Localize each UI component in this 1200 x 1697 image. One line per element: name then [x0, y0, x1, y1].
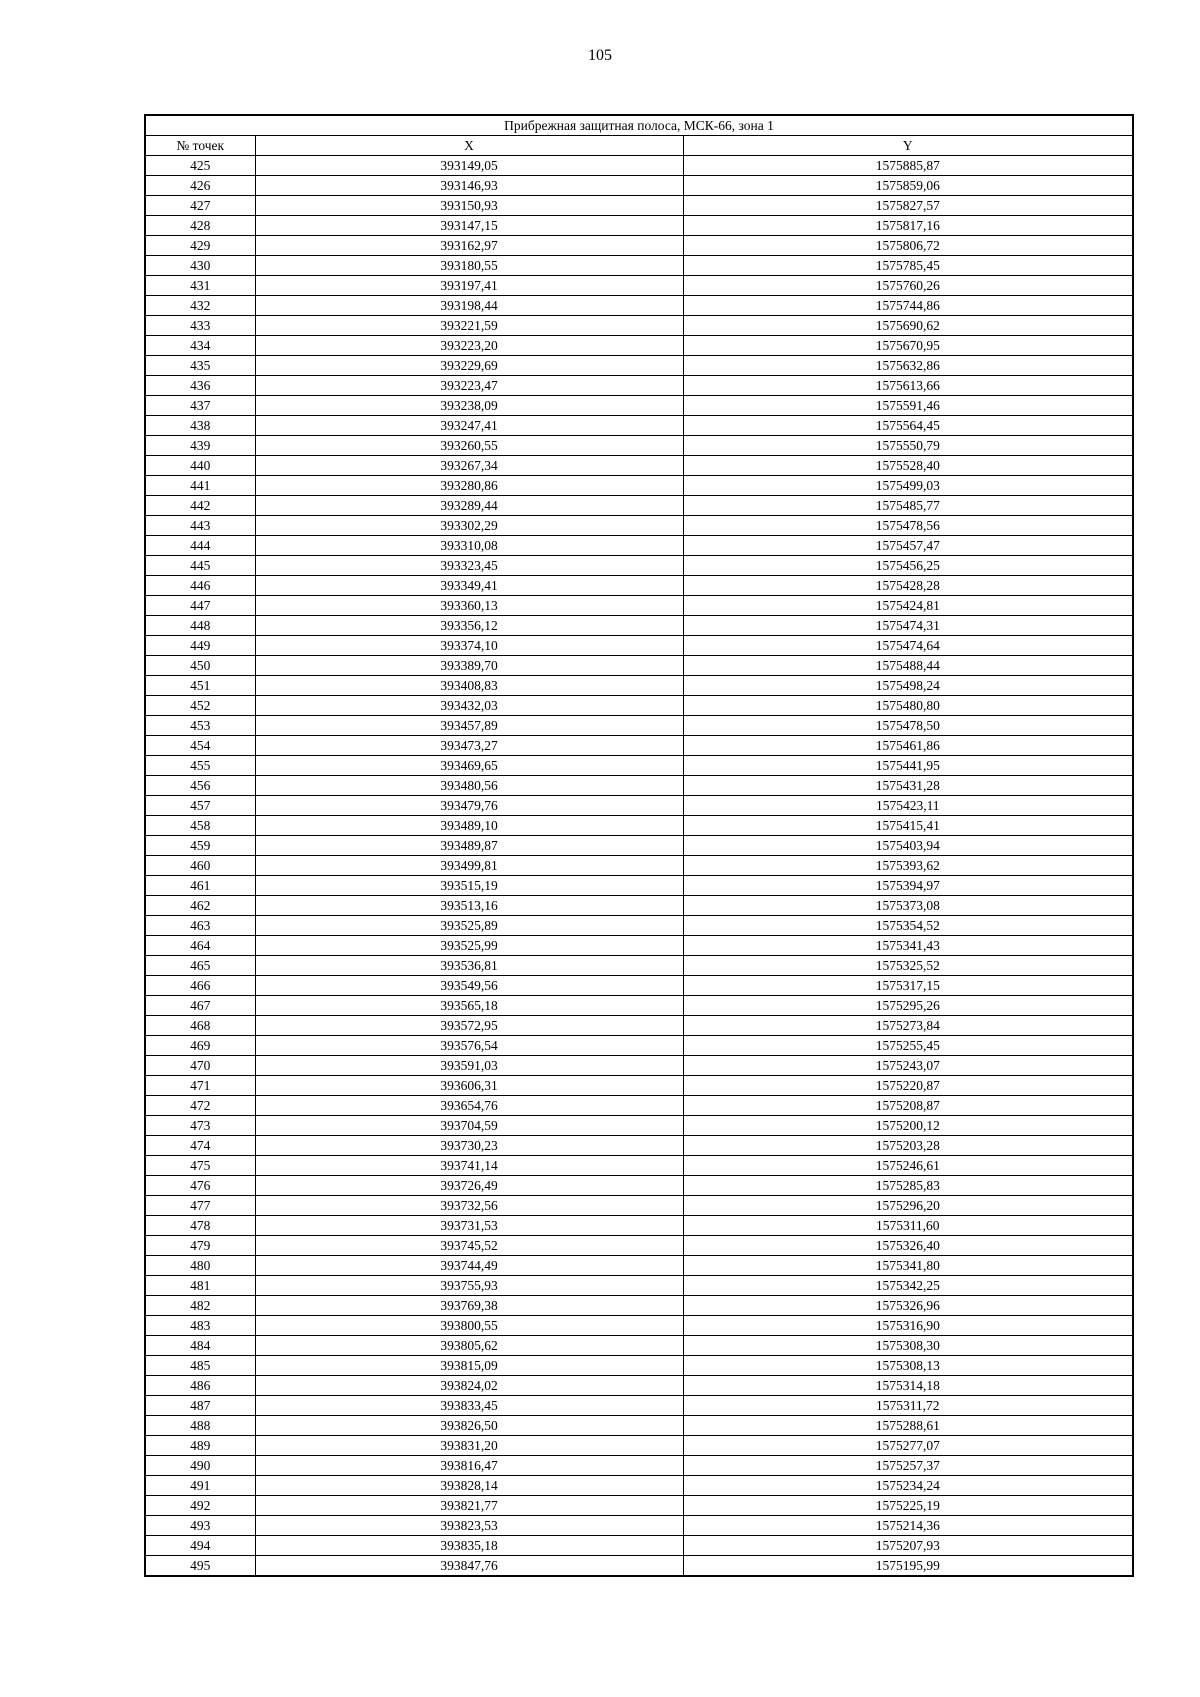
cell-point-number: 438 [145, 416, 255, 436]
table-row [145, 256, 1133, 276]
cell-point-number: 448 [145, 616, 255, 636]
cell-x: 393536,81 [255, 956, 683, 976]
table-row [145, 1456, 1133, 1476]
cell-y: 1575591,46 [683, 396, 1133, 416]
table-title: Прибрежная защитная полоса, МСК-66, зона 1 [145, 115, 1133, 136]
cell-y: 1575550,79 [683, 436, 1133, 456]
cell-y: 1575441,95 [683, 756, 1133, 776]
cell-x: 393479,76 [255, 796, 683, 816]
cell-point-number: 431 [145, 276, 255, 296]
table-row [145, 1536, 1133, 1556]
cell-y: 1575225,19 [683, 1496, 1133, 1516]
table-row [145, 856, 1133, 876]
cell-y: 1575827,57 [683, 196, 1133, 216]
table-row [145, 616, 1133, 636]
cell-y: 1575885,87 [683, 156, 1133, 176]
cell-point-number: 436 [145, 376, 255, 396]
cell-y: 1575806,72 [683, 236, 1133, 256]
table-row [145, 356, 1133, 376]
cell-point-number: 429 [145, 236, 255, 256]
header-y: Y [683, 136, 1133, 156]
cell-x: 393732,56 [255, 1196, 683, 1216]
cell-y: 1575311,60 [683, 1216, 1133, 1236]
table-row [145, 836, 1133, 856]
cell-x: 393146,93 [255, 176, 683, 196]
table-row [145, 596, 1133, 616]
cell-y: 1575474,31 [683, 616, 1133, 636]
table-row [145, 576, 1133, 596]
cell-point-number: 453 [145, 716, 255, 736]
cell-y: 1575485,77 [683, 496, 1133, 516]
cell-y: 1575415,41 [683, 816, 1133, 836]
cell-x: 393816,47 [255, 1456, 683, 1476]
table-row [145, 1436, 1133, 1456]
cell-point-number: 487 [145, 1396, 255, 1416]
table-row [145, 416, 1133, 436]
cell-point-number: 447 [145, 596, 255, 616]
cell-point-number: 476 [145, 1176, 255, 1196]
cell-point-number: 472 [145, 1096, 255, 1116]
cell-y: 1575308,13 [683, 1356, 1133, 1376]
table-row [145, 996, 1133, 1016]
cell-point-number: 449 [145, 636, 255, 656]
cell-point-number: 444 [145, 536, 255, 556]
cell-point-number: 454 [145, 736, 255, 756]
table-row [145, 176, 1133, 196]
cell-x: 393280,86 [255, 476, 683, 496]
cell-x: 393349,41 [255, 576, 683, 596]
cell-x: 393831,20 [255, 1436, 683, 1456]
cell-point-number: 483 [145, 1316, 255, 1336]
cell-y: 1575528,40 [683, 456, 1133, 476]
cell-y: 1575255,45 [683, 1036, 1133, 1056]
table-row [145, 736, 1133, 756]
cell-x: 393731,53 [255, 1216, 683, 1236]
table-row [145, 1276, 1133, 1296]
cell-x: 393408,83 [255, 676, 683, 696]
header-point-number: № точек [145, 136, 255, 156]
cell-x: 393221,59 [255, 316, 683, 336]
cell-x: 393499,81 [255, 856, 683, 876]
cell-x: 393356,12 [255, 616, 683, 636]
cell-point-number: 456 [145, 776, 255, 796]
cell-point-number: 437 [145, 396, 255, 416]
cell-x: 393489,87 [255, 836, 683, 856]
table-header-row [145, 136, 1133, 156]
cell-point-number: 469 [145, 1036, 255, 1056]
table-row [145, 296, 1133, 316]
cell-y: 1575424,81 [683, 596, 1133, 616]
table-row [145, 1336, 1133, 1356]
table-row [145, 1036, 1133, 1056]
cell-x: 393197,41 [255, 276, 683, 296]
cell-y: 1575326,96 [683, 1296, 1133, 1316]
cell-point-number: 467 [145, 996, 255, 1016]
cell-y: 1575220,87 [683, 1076, 1133, 1096]
table-row [145, 1556, 1133, 1577]
cell-x: 393150,93 [255, 196, 683, 216]
table-row [145, 336, 1133, 356]
cell-y: 1575564,45 [683, 416, 1133, 436]
table-row [145, 1016, 1133, 1036]
table-row [145, 756, 1133, 776]
table-row [145, 1196, 1133, 1216]
cell-point-number: 495 [145, 1556, 255, 1577]
table-row [145, 396, 1133, 416]
cell-y: 1575423,11 [683, 796, 1133, 816]
cell-point-number: 480 [145, 1256, 255, 1276]
table-row [145, 556, 1133, 576]
cell-y: 1575670,95 [683, 336, 1133, 356]
cell-y: 1575817,16 [683, 216, 1133, 236]
cell-x: 393833,45 [255, 1396, 683, 1416]
cell-point-number: 428 [145, 216, 255, 236]
cell-point-number: 440 [145, 456, 255, 476]
table-row [145, 956, 1133, 976]
cell-y: 1575246,61 [683, 1156, 1133, 1176]
table-row [145, 656, 1133, 676]
table-row [145, 1056, 1133, 1076]
cell-point-number: 443 [145, 516, 255, 536]
cell-x: 393572,95 [255, 1016, 683, 1036]
cell-point-number: 477 [145, 1196, 255, 1216]
cell-point-number: 466 [145, 976, 255, 996]
cell-point-number: 473 [145, 1116, 255, 1136]
cell-x: 393489,10 [255, 816, 683, 836]
cell-point-number: 461 [145, 876, 255, 896]
cell-point-number: 485 [145, 1356, 255, 1376]
cell-point-number: 459 [145, 836, 255, 856]
cell-y: 1575208,87 [683, 1096, 1133, 1116]
cell-y: 1575316,90 [683, 1316, 1133, 1336]
cell-y: 1575195,99 [683, 1556, 1133, 1577]
table-row [145, 496, 1133, 516]
table-row [145, 676, 1133, 696]
cell-x: 393238,09 [255, 396, 683, 416]
table-row [145, 1316, 1133, 1336]
cell-x: 393198,44 [255, 296, 683, 316]
cell-x: 393826,50 [255, 1416, 683, 1436]
cell-point-number: 425 [145, 156, 255, 176]
table-row [145, 456, 1133, 476]
cell-x: 393310,08 [255, 536, 683, 556]
cell-y: 1575632,86 [683, 356, 1133, 376]
cell-point-number: 471 [145, 1076, 255, 1096]
cell-x: 393847,76 [255, 1556, 683, 1577]
table-row [145, 1356, 1133, 1376]
cell-point-number: 494 [145, 1536, 255, 1556]
table-row [145, 716, 1133, 736]
cell-y: 1575393,62 [683, 856, 1133, 876]
cell-point-number: 470 [145, 1056, 255, 1076]
table-row [145, 636, 1133, 656]
cell-point-number: 457 [145, 796, 255, 816]
cell-x: 393823,53 [255, 1516, 683, 1536]
cell-y: 1575478,56 [683, 516, 1133, 536]
cell-x: 393741,14 [255, 1156, 683, 1176]
cell-x: 393323,45 [255, 556, 683, 576]
table-title-row [145, 115, 1133, 136]
cell-x: 393289,44 [255, 496, 683, 516]
table-row [145, 696, 1133, 716]
cell-y: 1575325,52 [683, 956, 1133, 976]
cell-y: 1575203,28 [683, 1136, 1133, 1156]
table-row [145, 1496, 1133, 1516]
cell-point-number: 489 [145, 1436, 255, 1456]
table-row [145, 236, 1133, 256]
cell-point-number: 458 [145, 816, 255, 836]
cell-point-number: 479 [145, 1236, 255, 1256]
cell-x: 393744,49 [255, 1256, 683, 1276]
cell-x: 393815,09 [255, 1356, 683, 1376]
table-row [145, 1476, 1133, 1496]
table-row [145, 916, 1133, 936]
cell-y: 1575457,47 [683, 536, 1133, 556]
cell-y: 1575277,07 [683, 1436, 1133, 1456]
cell-y: 1575296,20 [683, 1196, 1133, 1216]
cell-x: 393515,19 [255, 876, 683, 896]
cell-y: 1575428,28 [683, 576, 1133, 596]
cell-x: 393147,15 [255, 216, 683, 236]
cell-y: 1575295,26 [683, 996, 1133, 1016]
table-row [145, 1176, 1133, 1196]
cell-point-number: 432 [145, 296, 255, 316]
cell-y: 1575342,25 [683, 1276, 1133, 1296]
cell-y: 1575431,28 [683, 776, 1133, 796]
table-row [145, 376, 1133, 396]
cell-x: 393591,03 [255, 1056, 683, 1076]
cell-y: 1575744,86 [683, 296, 1133, 316]
cell-point-number: 439 [145, 436, 255, 456]
cell-y: 1575200,12 [683, 1116, 1133, 1136]
cell-y: 1575273,84 [683, 1016, 1133, 1036]
cell-x: 393606,31 [255, 1076, 683, 1096]
cell-x: 393260,55 [255, 436, 683, 456]
cell-y: 1575234,24 [683, 1476, 1133, 1496]
table-row [145, 816, 1133, 836]
cell-point-number: 482 [145, 1296, 255, 1316]
cell-point-number: 460 [145, 856, 255, 876]
table-row [145, 776, 1133, 796]
cell-y: 1575314,18 [683, 1376, 1133, 1396]
cell-y: 1575288,61 [683, 1416, 1133, 1436]
cell-x: 393360,13 [255, 596, 683, 616]
table-row [145, 1076, 1133, 1096]
cell-point-number: 435 [145, 356, 255, 376]
table-row [145, 796, 1133, 816]
table-row [145, 876, 1133, 896]
cell-x: 393745,52 [255, 1236, 683, 1256]
table-row [145, 316, 1133, 336]
table-row [145, 1516, 1133, 1536]
cell-x: 393180,55 [255, 256, 683, 276]
table-row [145, 276, 1133, 296]
cell-x: 393549,56 [255, 976, 683, 996]
header-x: X [255, 136, 683, 156]
cell-point-number: 445 [145, 556, 255, 576]
cell-x: 393513,16 [255, 896, 683, 916]
cell-y: 1575478,50 [683, 716, 1133, 736]
cell-point-number: 481 [145, 1276, 255, 1296]
table-row [145, 896, 1133, 916]
cell-x: 393576,54 [255, 1036, 683, 1056]
cell-point-number: 464 [145, 936, 255, 956]
cell-y: 1575317,15 [683, 976, 1133, 996]
cell-point-number: 430 [145, 256, 255, 276]
cell-point-number: 441 [145, 476, 255, 496]
cell-y: 1575613,66 [683, 376, 1133, 396]
cell-x: 393654,76 [255, 1096, 683, 1116]
cell-x: 393267,34 [255, 456, 683, 476]
cell-x: 393726,49 [255, 1176, 683, 1196]
cell-y: 1575285,83 [683, 1176, 1133, 1196]
cell-x: 393229,69 [255, 356, 683, 376]
table-row [145, 936, 1133, 956]
coordinates-table [144, 114, 1134, 1577]
cell-x: 393389,70 [255, 656, 683, 676]
table-row [145, 436, 1133, 456]
cell-point-number: 462 [145, 896, 255, 916]
page-number: 105 [588, 47, 612, 64]
cell-y: 1575243,07 [683, 1056, 1133, 1076]
cell-point-number: 475 [145, 1156, 255, 1176]
cell-y: 1575499,03 [683, 476, 1133, 496]
cell-point-number: 491 [145, 1476, 255, 1496]
table-row [145, 1216, 1133, 1236]
cell-y: 1575341,43 [683, 936, 1133, 956]
cell-x: 393730,23 [255, 1136, 683, 1156]
cell-y: 1575859,06 [683, 176, 1133, 196]
table-row [145, 1156, 1133, 1176]
cell-y: 1575480,80 [683, 696, 1133, 716]
cell-point-number: 490 [145, 1456, 255, 1476]
cell-x: 393525,99 [255, 936, 683, 956]
cell-x: 393755,93 [255, 1276, 683, 1296]
cell-x: 393824,02 [255, 1376, 683, 1396]
cell-x: 393480,56 [255, 776, 683, 796]
cell-x: 393821,77 [255, 1496, 683, 1516]
cell-x: 393704,59 [255, 1116, 683, 1136]
cell-x: 393769,38 [255, 1296, 683, 1316]
cell-point-number: 434 [145, 336, 255, 356]
cell-x: 393828,14 [255, 1476, 683, 1496]
cell-y: 1575498,24 [683, 676, 1133, 696]
cell-x: 393432,03 [255, 696, 683, 716]
table-row [145, 1136, 1133, 1156]
table-row [145, 476, 1133, 496]
table-row [145, 1256, 1133, 1276]
cell-point-number: 493 [145, 1516, 255, 1536]
table-row [145, 1416, 1133, 1436]
cell-point-number: 452 [145, 696, 255, 716]
cell-y: 1575488,44 [683, 656, 1133, 676]
cell-x: 393835,18 [255, 1536, 683, 1556]
cell-point-number: 488 [145, 1416, 255, 1436]
cell-x: 393457,89 [255, 716, 683, 736]
cell-x: 393473,27 [255, 736, 683, 756]
cell-y: 1575311,72 [683, 1396, 1133, 1416]
cell-x: 393247,41 [255, 416, 683, 436]
table-row [145, 196, 1133, 216]
cell-y: 1575403,94 [683, 836, 1133, 856]
cell-point-number: 451 [145, 676, 255, 696]
cell-point-number: 465 [145, 956, 255, 976]
table-row [145, 1116, 1133, 1136]
cell-point-number: 433 [145, 316, 255, 336]
cell-point-number: 450 [145, 656, 255, 676]
cell-y: 1575474,64 [683, 636, 1133, 656]
cell-point-number: 478 [145, 1216, 255, 1236]
cell-y: 1575326,40 [683, 1236, 1133, 1256]
cell-y: 1575257,37 [683, 1456, 1133, 1476]
cell-y: 1575373,08 [683, 896, 1133, 916]
cell-x: 393162,97 [255, 236, 683, 256]
cell-y: 1575456,25 [683, 556, 1133, 576]
cell-point-number: 492 [145, 1496, 255, 1516]
cell-y: 1575760,26 [683, 276, 1133, 296]
table-row [145, 1236, 1133, 1256]
cell-x: 393800,55 [255, 1316, 683, 1336]
cell-point-number: 463 [145, 916, 255, 936]
cell-x: 393223,20 [255, 336, 683, 356]
table-row [145, 1396, 1133, 1416]
cell-point-number: 486 [145, 1376, 255, 1396]
table-row [145, 216, 1133, 236]
cell-x: 393302,29 [255, 516, 683, 536]
table-row [145, 976, 1133, 996]
cell-y: 1575690,62 [683, 316, 1133, 336]
cell-y: 1575785,45 [683, 256, 1133, 276]
table-row [145, 1376, 1133, 1396]
cell-x: 393149,05 [255, 156, 683, 176]
cell-y: 1575461,86 [683, 736, 1133, 756]
cell-point-number: 484 [145, 1336, 255, 1356]
cell-point-number: 442 [145, 496, 255, 516]
cell-y: 1575207,93 [683, 1536, 1133, 1556]
cell-x: 393223,47 [255, 376, 683, 396]
cell-x: 393525,89 [255, 916, 683, 936]
table-row [145, 1296, 1133, 1316]
cell-point-number: 455 [145, 756, 255, 776]
cell-x: 393374,10 [255, 636, 683, 656]
cell-y: 1575354,52 [683, 916, 1133, 936]
cell-y: 1575308,30 [683, 1336, 1133, 1356]
cell-point-number: 446 [145, 576, 255, 596]
cell-point-number: 468 [145, 1016, 255, 1036]
cell-x: 393805,62 [255, 1336, 683, 1356]
cell-y: 1575341,80 [683, 1256, 1133, 1276]
table-row [145, 516, 1133, 536]
cell-point-number: 426 [145, 176, 255, 196]
cell-x: 393565,18 [255, 996, 683, 1016]
table-row [145, 1096, 1133, 1116]
cell-y: 1575214,36 [683, 1516, 1133, 1536]
cell-point-number: 427 [145, 196, 255, 216]
cell-point-number: 474 [145, 1136, 255, 1156]
table-body [145, 156, 1133, 1577]
table-row [145, 536, 1133, 556]
cell-y: 1575394,97 [683, 876, 1133, 896]
table-row [145, 156, 1133, 176]
cell-x: 393469,65 [255, 756, 683, 776]
